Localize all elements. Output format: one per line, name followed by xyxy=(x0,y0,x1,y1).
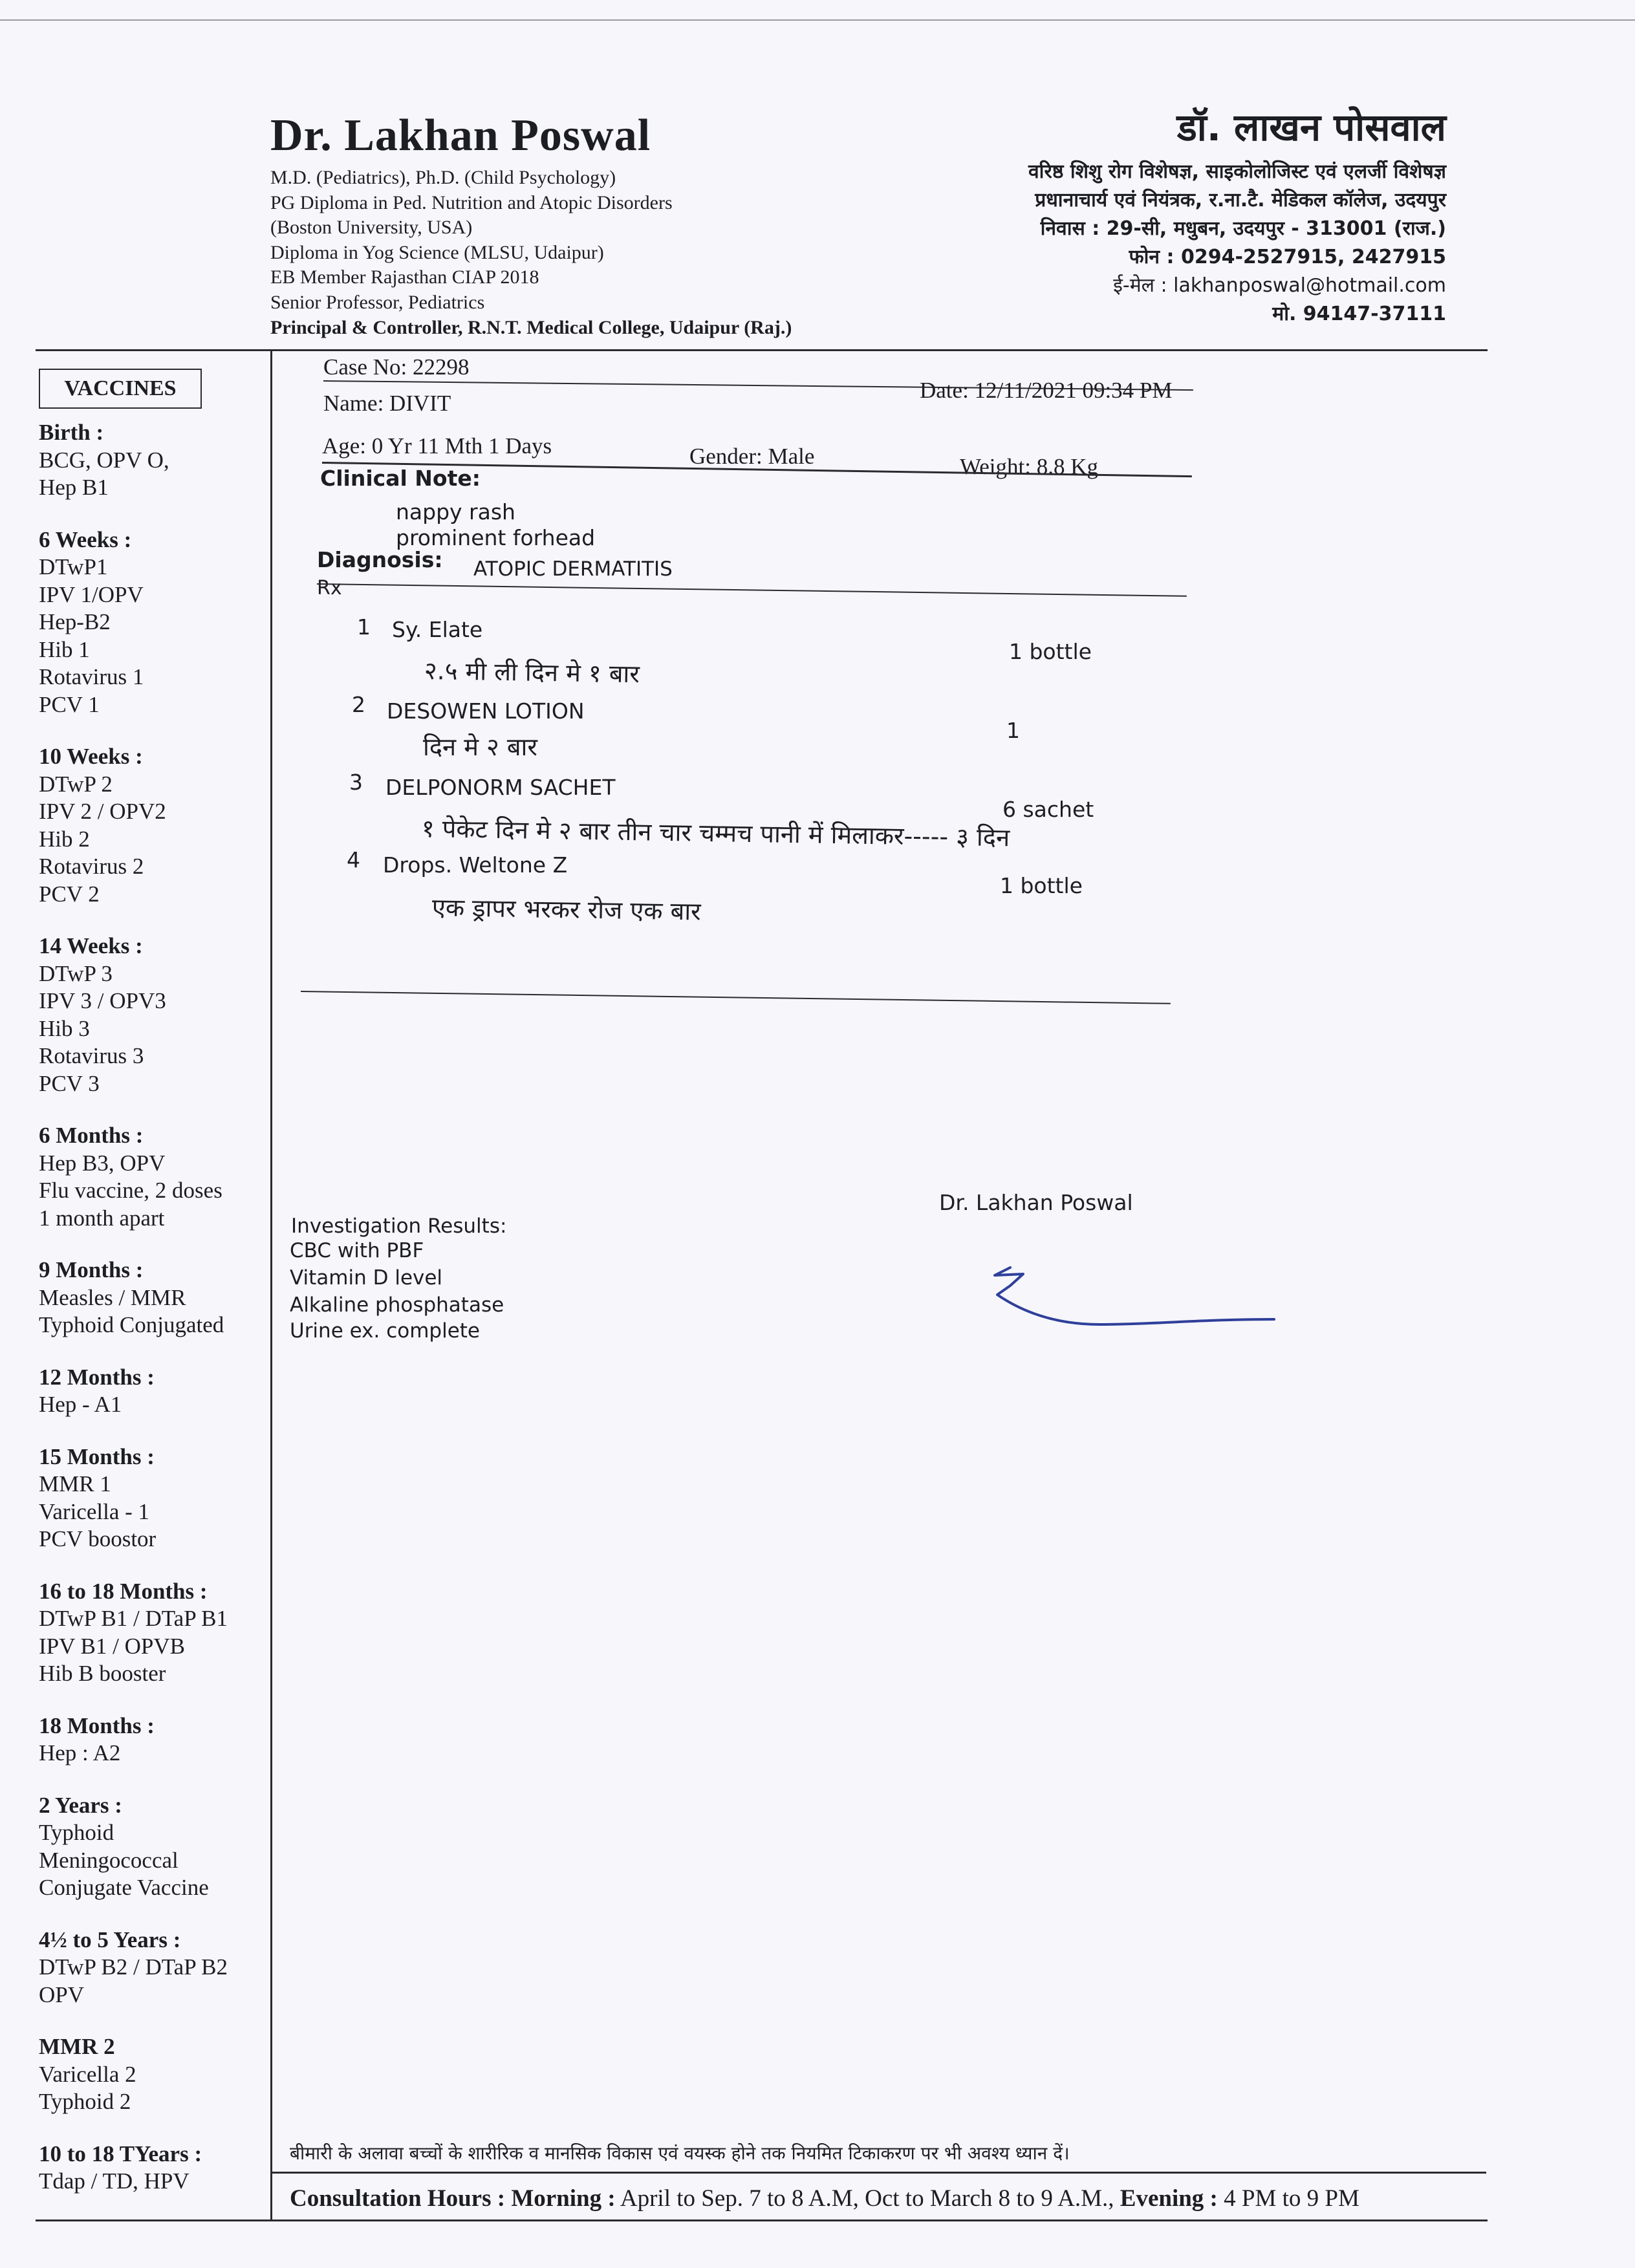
vaccine-item: PCV 2 xyxy=(39,881,100,907)
hindi-line: फोन : 0294-2527915, 2427915 xyxy=(1129,246,1446,268)
vaccine-item: BCG, OPV O, xyxy=(39,447,169,473)
medicine-name: Sy. Elate xyxy=(392,617,483,642)
diagnosis-label: Diagnosis: xyxy=(317,547,443,572)
mobile-line: मो. 94147-37111 xyxy=(1272,303,1446,325)
vaccine-item: PCV 3 xyxy=(39,1070,100,1096)
vaccine-item: IPV 3 / OPV3 xyxy=(39,988,166,1013)
vaccine-item: Hep : A2 xyxy=(39,1740,121,1766)
vaccine-item: 1 month apart xyxy=(39,1205,165,1231)
vaccine-group-heading: 10 to 18 TYears : xyxy=(39,2141,202,2166)
handwritten-signature xyxy=(983,1248,1281,1352)
patient-name: Name: DIVIT xyxy=(323,391,451,416)
medicine-number: 4 xyxy=(347,847,360,872)
vaccine-item: DTwP B2 / DTaP B2 xyxy=(39,1954,228,1980)
vaccine-group xyxy=(39,1578,272,1688)
vaccine-group-heading: 2 Years : xyxy=(39,1792,122,1818)
rx-end-rule xyxy=(301,991,1171,1004)
investigation-item: Vitamin D level xyxy=(290,1266,443,1290)
vaccine-group xyxy=(39,1364,272,1419)
qualification-line: PG Diploma in Ped. Nutrition and Atopic Disorders xyxy=(270,191,673,213)
vaccine-item: Varicella 2 xyxy=(39,2061,136,2087)
vaccines-title: VACCINES xyxy=(39,369,202,409)
header-rule xyxy=(36,349,1488,351)
vaccine-item: DTwP B1 / DTaP B1 xyxy=(39,1606,228,1631)
medicine-quantity: 1 xyxy=(1006,718,1020,743)
hindi-line: वरिष्ठ शिशु रोग विशेषज्ञ, साइकोलोजिस्ट एवं एलर्जी विशेषज्ञ xyxy=(1028,160,1446,183)
footer-note-hindi: बीमारी के अलावा बच्चों के शारीरिक व मानसिक विकास एवं वयस्क होने तक नियमित टिकाकरण पर भी अवश्य ध्यान दें। xyxy=(290,2143,1070,2164)
vaccine-group-heading: 16 to 18 Months : xyxy=(39,1578,208,1604)
investigation-label: Investigation Results: xyxy=(291,1215,507,1238)
vaccine-item: DTwP 3 xyxy=(39,960,113,986)
consultation-hours xyxy=(290,2185,1359,2212)
vaccine-item: PCV 1 xyxy=(39,691,100,717)
vaccine-item: Tdap / TD, HPV xyxy=(39,2168,189,2194)
vaccine-group-heading: MMR 2 xyxy=(39,2034,115,2059)
vaccine-group xyxy=(39,1443,272,1553)
vaccine-item: Meningococcal xyxy=(39,1847,179,1873)
medicine-number: 1 xyxy=(357,614,371,640)
patient-weight: Weight: 8.8 Kg xyxy=(960,454,1098,479)
vaccine-group-heading: 15 Months : xyxy=(39,1443,155,1469)
vaccine-item: PCV boostor xyxy=(39,1526,157,1551)
vaccine-item: Hib 2 xyxy=(39,826,90,852)
evening-hours: 4 PM to 9 PM xyxy=(1224,2185,1359,2212)
medicine-dosage: दिन मे २ बार xyxy=(423,733,537,761)
hindi-line: प्रधानाचार्य एवं नियंत्रक, र.ना.टै. मेडिकल कॉलेज, उदयपुर xyxy=(1035,189,1446,211)
vaccine-group-heading: 6 Months : xyxy=(39,1123,144,1148)
top-edge-line xyxy=(0,19,1635,21)
vaccine-item: IPV 1/OPV xyxy=(39,581,144,607)
vaccine-item: Rotavirus 1 xyxy=(39,664,144,689)
morning-hours: April to Sep. 7 to 8 A.M, Oct to March 8 to 9 A.M., xyxy=(620,2185,1114,2212)
consultation-label: Consultation Hours : xyxy=(290,2185,506,2212)
medicine-dosage: एक ड्रापर भरकर रोज एक बार xyxy=(431,893,702,926)
vaccine-item: Conjugate Vaccine xyxy=(39,1875,209,1900)
doctor-name-hindi: डॉ. लाखन पोसवाल xyxy=(1176,105,1446,149)
vaccine-item: OPV xyxy=(39,1982,85,2007)
clinical-note: nappy rash xyxy=(396,499,515,524)
case-number: Case No: 22298 xyxy=(323,354,470,380)
qualification-line: Diploma in Yog Science (MLSU, Udaipur) xyxy=(270,241,604,263)
medicine-number: 3 xyxy=(349,770,363,795)
vaccine-item: Typhoid xyxy=(39,1820,114,1845)
vaccine-group xyxy=(39,743,272,908)
vaccine-item: Typhoid Conjugated xyxy=(39,1312,224,1337)
medicine-name: Drops. Weltone Z xyxy=(383,852,568,878)
vaccine-group-heading: Birth : xyxy=(39,420,104,445)
vaccine-group-heading: 18 Months : xyxy=(39,1712,155,1738)
vaccine-group xyxy=(39,2141,272,2196)
medicine-dosage: २.५ मी ली दिन मे १ बार xyxy=(424,656,640,689)
vaccine-group xyxy=(39,1927,272,2009)
vaccine-item: Measles / MMR xyxy=(39,1284,186,1310)
vaccine-group xyxy=(39,1257,272,1339)
medicine-number: 2 xyxy=(352,692,365,717)
rule xyxy=(317,583,1187,597)
vaccine-item: Flu vaccine, 2 doses xyxy=(39,1178,222,1203)
investigation-item: CBC with PBF xyxy=(290,1239,424,1262)
rx-label: Rx xyxy=(317,577,342,599)
vaccine-group-heading: 12 Months : xyxy=(39,1364,155,1390)
medicine-name: DESOWEN LOTION xyxy=(387,698,585,724)
vaccine-group xyxy=(39,2033,272,2116)
medicine-dosage: १ पेकेट दिन मे २ बार तीन चार चम्मच पानी में मिलाकर----- ३ दिन xyxy=(421,814,1010,852)
qualification-line: M.D. (Pediatrics), Ph.D. (Child Psychology) xyxy=(270,167,616,188)
email-line: ई-मेल : lakhanposwal@hotmail.com xyxy=(1113,274,1446,297)
medicine-quantity: 1 bottle xyxy=(1000,873,1083,898)
vaccine-item: Hib B booster xyxy=(39,1661,166,1686)
vaccine-item: Hib 3 xyxy=(39,1015,90,1041)
vaccine-item: Varicella - 1 xyxy=(39,1498,150,1524)
medicine-name: DELPONORM SACHET xyxy=(385,775,616,800)
vaccine-item: Hep B3, OPV xyxy=(39,1150,166,1176)
morning-label: Morning : xyxy=(511,2185,616,2212)
medicine-quantity: 1 bottle xyxy=(1009,639,1092,664)
qualification-line: Senior Professor, Pediatrics xyxy=(270,291,485,313)
vaccine-group-heading: 6 Weeks : xyxy=(39,526,132,552)
hindi-line: निवास : 29-सी, मधुबन, उदयपुर - 313001 (राज.) xyxy=(1040,217,1446,240)
vaccine-group-heading: 9 Months : xyxy=(39,1257,144,1282)
vaccine-item: IPV B1 / OPVB xyxy=(39,1633,185,1659)
vaccine-item: DTwP1 xyxy=(39,554,108,579)
clinical-note-label: Clinical Note: xyxy=(320,466,481,491)
vaccine-item: Hep - A1 xyxy=(39,1392,122,1417)
vaccine-group-heading: 10 Weeks : xyxy=(39,744,143,769)
vaccine-item: Hep-B2 xyxy=(39,609,111,634)
vaccine-group-heading: 14 Weeks : xyxy=(39,933,143,958)
vaccine-group xyxy=(39,1712,272,1767)
vaccine-group xyxy=(39,933,272,1097)
vaccine-group xyxy=(39,419,272,502)
vaccine-item: Hib 1 xyxy=(39,636,90,662)
patient-age: Age: 0 Yr 11 Mth 1 Days xyxy=(322,433,552,459)
doctor-name: Dr. Lakhan Poswal xyxy=(270,111,651,160)
vaccine-item: MMR 1 xyxy=(39,1471,111,1496)
vaccine-item: Hep B1 xyxy=(39,475,109,500)
footer-rule-top xyxy=(270,2172,1486,2174)
qualification-line: Principal & Controller, R.N.T. Medical College, Udaipur (Raj.) xyxy=(270,316,792,338)
vaccine-group-heading: 4½ to 5 Years : xyxy=(39,1927,181,1952)
vaccine-item: Typhoid 2 xyxy=(39,2089,131,2114)
signature-name: Dr. Lakhan Poswal xyxy=(939,1190,1133,1215)
patient-gender: Gender: Male xyxy=(689,444,815,469)
qualifications xyxy=(270,166,792,340)
vaccine-item: Rotavirus 2 xyxy=(39,854,144,879)
investigation-item: Urine ex. complete xyxy=(290,1319,481,1343)
investigation-item: Alkaline phosphatase xyxy=(290,1293,504,1317)
diagnosis: ATOPIC DERMATITIS xyxy=(473,557,673,581)
evening-label: Evening : xyxy=(1120,2185,1218,2212)
vaccine-item: Rotavirus 3 xyxy=(39,1043,144,1068)
vaccine-item: IPV 2 / OPV2 xyxy=(39,799,166,824)
qualification-line: (Boston University, USA) xyxy=(270,217,473,239)
vaccine-group xyxy=(39,1792,272,1902)
medicine-quantity: 6 sachet xyxy=(1002,797,1094,822)
clinical-note: prominent forhead xyxy=(396,525,596,550)
vaccine-item: DTwP 2 xyxy=(39,771,113,797)
visit-date: Date: 12/11/2021 09:34 PM xyxy=(920,378,1173,403)
hindi-letterhead xyxy=(1028,100,1446,329)
vaccine-group xyxy=(39,526,272,719)
vaccine-schedule xyxy=(39,419,272,2220)
vaccine-group xyxy=(39,1122,272,1232)
qualification-line: EB Member Rajasthan CIAP 2018 xyxy=(270,266,539,288)
footer-rule-bottom xyxy=(36,2219,1488,2221)
